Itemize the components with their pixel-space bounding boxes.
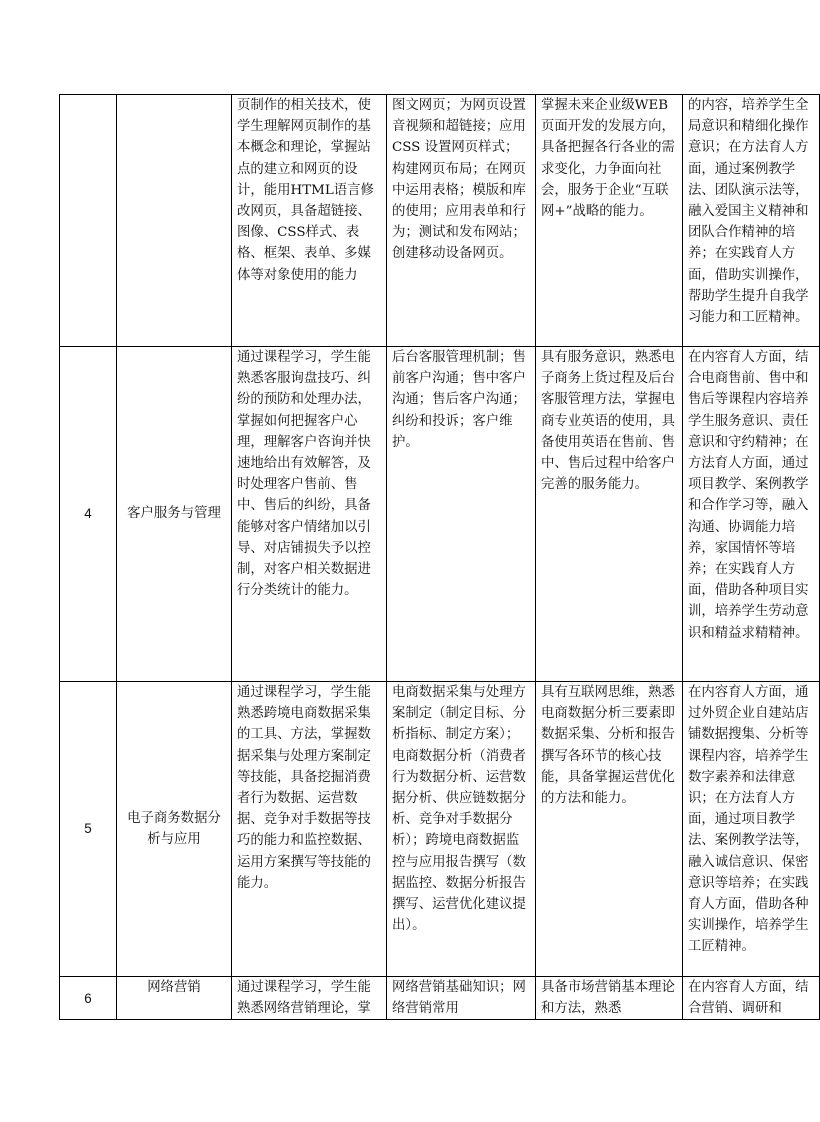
course-ability-text: 具有互联网思维，熟悉电商数据分析三要素即数据采集、分析和报告撰写各环节的核心技能，具备掌握运营优化的方法和能力。 bbox=[541, 685, 675, 807]
course-ideology-text: 在内容育人方面，结合电商售前、售中和售后等课程内容培养学生服务意识、责任意识和守约精神；在方法育人方面，通过项目教学、案例教学和合作学习等，融入沟通、协调能力培养，家国情怀等培养；在实践育人方面，借助各种项目实训，培养学生劳动意识和精益求精精神。 bbox=[688, 350, 809, 641]
course-content-text: 电商数据采集与处理方案制定（制定目标、分析指标、制定方案）；电商数据分析（消费者行为数据分析、运营数据分析、供应链数据分析、竞争对手数据分析）；跨境电商数据监控与应用报告撰写（数据监控、数据分析报告撰写、运营优化建议提出）。 bbox=[392, 685, 526, 934]
table-row bbox=[60, 95, 820, 347]
course-ideology-text: 的内容，培养学生全局意识和精细化操作意识；在方法育人方面，通过案例教学法、团队演示法等，融入爱国主义精神和团队合作精神的培养；在实践育人方面，借助实训操作，帮助学生提升自我学习能力和工匠精神。 bbox=[688, 98, 809, 326]
course-ability bbox=[536, 977, 683, 1020]
course-ability-text: 具备市场营销基本理论和方法，熟悉 bbox=[541, 980, 675, 1017]
course-ability-text: 掌握未来企业级WEB页面开发的发展方向，具备把握各行各业的需求变化，力争面向社会，服务于企业“互联网+”战略的能力。 bbox=[541, 98, 675, 220]
course-content bbox=[387, 977, 536, 1020]
course-ideology-text: 在内容育人方面，结合营销、调研和 bbox=[688, 980, 809, 1017]
course-ideology bbox=[683, 682, 820, 977]
course-ideology-text: 在内容育人方面，通过外贸企业自建站店铺数据搜集、分析等课程内容，培养学生数字素养和法律意识；在方法育人方面，通过项目教学法、案例教学法等，融入诚信意识、保密意识等培养；在实践育人方面，借助各种实训操作，培养学生工匠精神。 bbox=[688, 685, 809, 955]
course-goal-text: 通过课程学习，学生能熟悉网络营销理论，掌 bbox=[237, 980, 371, 1017]
course-goal-text: 通过课程学习，学生能熟悉客服询盘技巧、纠纷的预防和处理办法，掌握如何把握客户心理，理解客户咨询并快速地给出有效解答，及时处理客户售前、售中、售后的纠纷，具备能够对客户情绪加以引导、对店铺损失予以控制，对客户相关数据进行分类统计的能力。 bbox=[237, 350, 371, 599]
course-goal bbox=[232, 977, 387, 1020]
course-goal bbox=[232, 682, 387, 977]
course-table bbox=[59, 94, 820, 1020]
course-goal bbox=[232, 347, 387, 682]
course-ideology bbox=[683, 347, 820, 682]
course-name: 电子商务数据分析与应用 bbox=[117, 682, 232, 977]
course-goal bbox=[232, 95, 387, 347]
course-content-text: 网络营销基础知识；网络营销常用 bbox=[392, 980, 526, 1017]
course-number bbox=[60, 95, 117, 347]
course-ability bbox=[536, 347, 683, 682]
course-name bbox=[117, 95, 232, 347]
course-content bbox=[387, 95, 536, 347]
course-content bbox=[387, 347, 536, 682]
course-ability bbox=[536, 682, 683, 977]
course-goal-text: 页制作的相关技术，使学生理解网页制作的基本概念和理论，掌握站点的建立和网页的设计，能用HTML语言修改网页，具备超链接、图像、CSS样式、表格、框架、表单、多媒体等对象使用的能力 bbox=[237, 98, 374, 283]
course-number: 6 bbox=[60, 977, 117, 1020]
course-number: 4 bbox=[60, 347, 117, 682]
course-content-text: 后台客服管理机制；售前客户沟通；售中客户沟通；售后客户沟通；纠纷和投诉；客户维护。 bbox=[392, 350, 526, 450]
course-content bbox=[387, 682, 536, 977]
course-name: 客户服务与管理 bbox=[117, 347, 232, 682]
table-row bbox=[60, 977, 820, 1020]
table-row bbox=[60, 682, 820, 977]
course-ability-text: 具有服务意识，熟悉电子商务上货过程及后台客服管理方法，掌握电商专业英语的使用，具备使用英语在售前、售中、售后过程中给客户完善的服务能力。 bbox=[541, 350, 675, 493]
course-ability bbox=[536, 95, 683, 347]
course-content-text: 图文网页；为网页设置音视频和超链接；应用CSS 设置网页样式；构建网页布局；在网页中运用表格；模版和库的使用；应用表单和行为；测试和发布网站；创建移动设备网页。 bbox=[392, 98, 526, 262]
course-name: 网络营销 bbox=[117, 977, 232, 1020]
course-ideology bbox=[683, 95, 820, 347]
table-row bbox=[60, 347, 820, 682]
course-goal-text: 通过课程学习，学生能熟悉跨境电商数据采集的工具、方法，掌握数据采集与处理方案制定等技能，具备挖掘消费者行为数据、运营数据、竞争对手数据等技巧的能力和监控数据、运用方案撰写等技能的能力。 bbox=[237, 685, 371, 891]
course-ideology bbox=[683, 977, 820, 1020]
course-number: 5 bbox=[60, 682, 117, 977]
